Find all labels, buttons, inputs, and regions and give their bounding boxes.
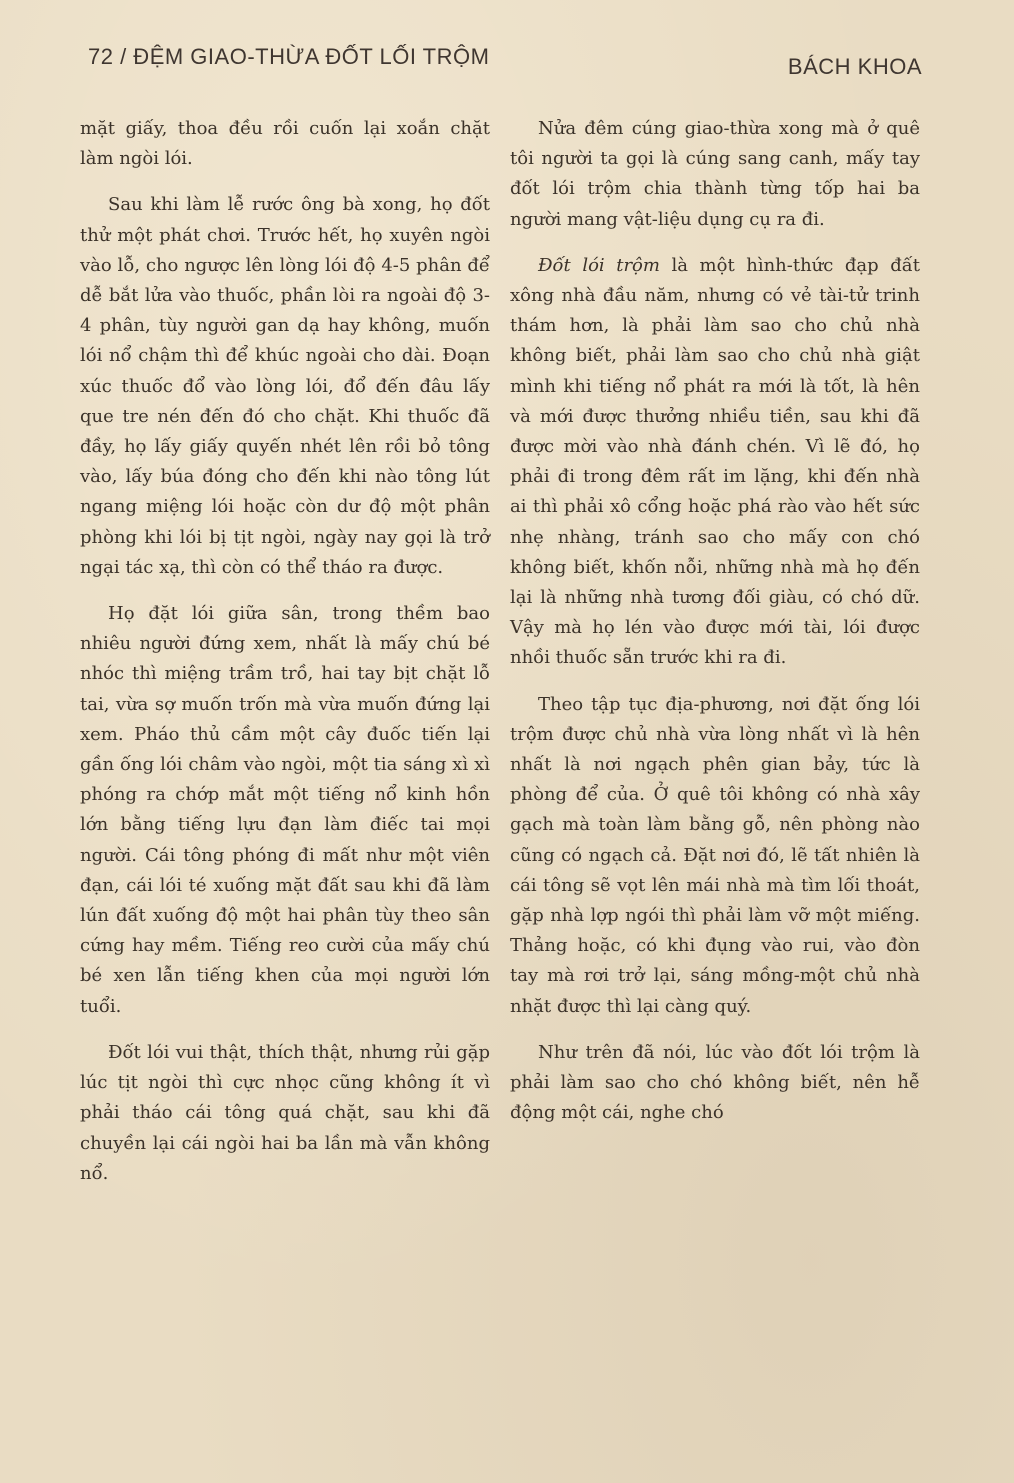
paragraph: Sau khi làm lễ rước ông bà xong, họ đốt thử một phát chơi. Trước hết, họ xuyên ngòi vào lỗ, cho ngược lên lòng lói độ 4-5 phân để dễ bắt lửa vào thuốc, phần lòi ra ngoài độ 3-4 phân, tùy người gan dạ hay không, muốn lói nổ chậm thì để khúc ngoài cho dài. Đoạn xúc thuốc đổ vào lòng lói, đổ đến đâu lấy que tre nén đến đó cho chặt. Khi thuốc đã đầy, họ lấy giấy quyến nhét lên rồi bỏ tông vào, lấy búa đóng cho đến khi nào tông lút ngang miệng lói hoặc còn dư độ một phân phòng khi lói bị tịt ngòi, ngày nay gọi là trở ngại tác xạ, thì còn có thể tháo ra được. xyxy=(80,194,490,578)
paragraph: Đốt lói vui thật, thích thật, nhưng rủi gặp lúc tịt ngòi thì cực nhọc cũng không ít vì phải tháo cái tông quá chặt, sau khi đã chuyền lại cái ngòi hai ba lần mà vẫn không nổ. xyxy=(80,1041,490,1184)
page-header xyxy=(88,44,922,84)
left-column xyxy=(80,114,490,1205)
paragraph xyxy=(510,251,920,674)
header-magazine-name: BÁCH KHOA xyxy=(787,54,922,79)
paragraph: mặt giấy, thoa đều rồi cuốn lại xoắn chặt làm ngòi lói. xyxy=(80,118,490,170)
paragraph: Như trên đã nói, lúc vào đốt lói trộm là phải làm sao cho chó không biết, nên hễ động một cái, nghe chó xyxy=(510,1041,920,1124)
paragraph: Nửa đêm cúng giao-thừa xong mà ở quê tôi người ta gọi là cúng sang canh, mấy tay đốt lói trộm chia thành từng tốp hai ba người mang vật-liệu dụng cụ ra đi. xyxy=(510,118,920,230)
header-page-title: 72 / ĐỆM GIAO-THỪA ĐỐT LỐI TRỘM xyxy=(88,44,490,69)
paragraph-text: là một hình-thức đạp đất xông nhà đầu năm, nhưng có vẻ tài-tử trinh thám hơn, là phải làm sao cho chủ nhà không biết, phải làm sao cho chủ nhà giật mình khi tiếng nổ phát ra mới là tốt, là hên và mới được thưởng nhiều tiền, sau khi đã được mời vào nhà đánh chén. Vì lẽ đó, họ phải đi trong đêm rất im lặng, khi đến nhà ai thì phải xô cổng hoặc phá rào vào hết sức nhẹ nhàng, tránh sao cho mấy con chó không biết, khốn nỗi, những nhà mà họ đến lại là những nhà tương đối giàu, có chó dữ. Vậy mà họ lén vào được mới tài, lói được nhồi thuốc sẵn trước khi ra đi. xyxy=(510,254,921,669)
paragraph: Họ đặt lói giữa sân, trong thềm bao nhiêu người đứng xem, nhất là mấy chú bé nhóc thì miệng trầm trồ, hai tay bịt chặt lỗ tai, vừa sợ muốn trốn mà vừa muốn đứng lại xem. Pháo thủ cầm một cây đuốc tiến lại gần ống lói châm vào ngòi, một tia sáng xì xì phóng ra chớp mắt một tiếng nổ kinh hồn lớn bằng tiếng lựu đạn làm điếc tai mọi người. Cái tông phóng đi mất như một viên đạn, cái lói té xuống mặt đất sau khi đã làm lún đất xuống độ một hai phân tùy theo sân cứng hay mềm. Tiếng reo cười của mấy chú bé xen lẫn tiếng khen của mọi người lớn tuổi. xyxy=(80,603,490,1017)
paragraph: Theo tập tục địa-phương, nơi đặt ống lói trộm được chủ nhà vừa lòng nhất vì là hên nhất là nơi ngạch phên gian bảy, tức là phòng để của. Ở quê tôi không có nhà xây gạch mà toàn làm bằng gỗ, nên phòng nào cũng có ngạch cả. Đặt nơi đó, lẽ tất nhiên là cái tông sẽ vọt lên mái nhà mà tìm lối thoát, gặp nhà lợp ngói thì phải làm vỡ một miếng. Thảng hoặc, có khi đụng vào rui, vào đòn tay mà rơi trở lại, sáng mồng-một chủ nhà nhặt được thì lại càng quý. xyxy=(510,693,920,1017)
right-column xyxy=(510,114,920,1145)
italic-term: Đốt lói trộm xyxy=(538,254,660,276)
